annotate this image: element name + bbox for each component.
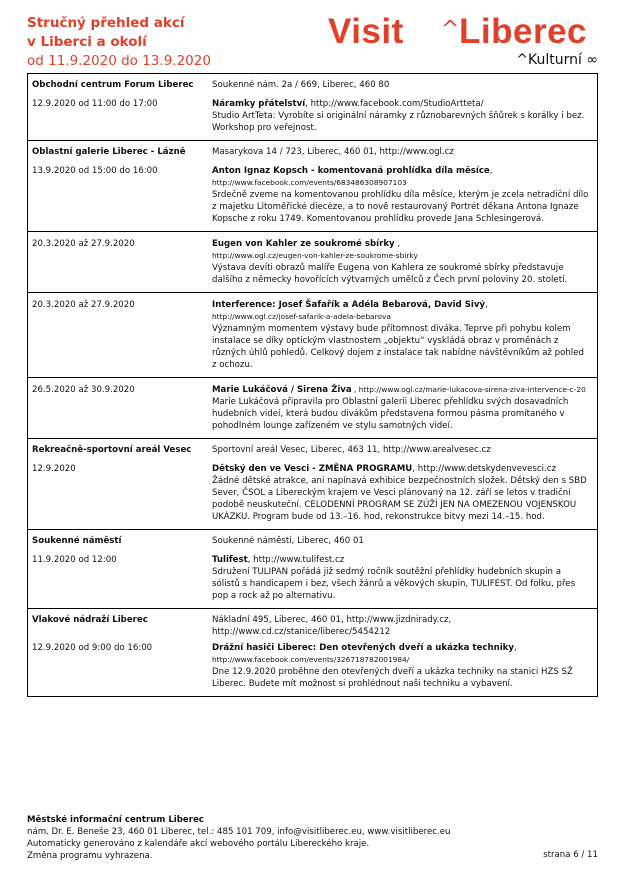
event-date: 20.3.2020 až 27.9.2020 — [32, 300, 135, 310]
event-url-separator: , — [513, 643, 517, 653]
logo-word-liberec: Liberec — [459, 12, 587, 51]
footer-note-generated: Automaticky generováno z kalendáře akcí webového portálu Libereckého kraje. — [27, 839, 370, 849]
venue-address: Sportovní areál Vesec, Liberec, 463 11, http://www.arealvesec.cz — [212, 445, 491, 455]
event-title[interactable]: Drážní hasiči Liberec: Den otevřených dveří a ukázka techniky — [212, 643, 514, 653]
date-range: od 11.9.2020 do 13.9.2020 — [27, 53, 211, 69]
page-number: strana 6 / 11 — [543, 850, 598, 860]
event-url-separator: , — [489, 166, 493, 176]
venue-name: Obchodní centrum Forum Liberec — [32, 80, 194, 90]
venue-section — [27, 232, 598, 293]
venue-header-row — [28, 74, 597, 98]
venue-name: Vlakové nádraží Liberec — [32, 615, 148, 625]
footer-address: nám. Dr. E. Beneše 23, 460 01 Liberec, tel.: 485 101 709, info@visitliberec.eu, www.visitliberec.eu — [27, 827, 451, 837]
venue-address: Masarykova 14 / 723, Liberec, 460 01, http://www.ogl.cz — [212, 147, 454, 157]
event-date: 26.5.2020 až 30.9.2020 — [32, 385, 135, 395]
logo-word-visit: Visit — [328, 12, 404, 51]
event-description: Marie Lukáčová připravila pro Oblastní galerii Liberec přehlídku svých dosavadních hudebních videí, která budou divákům představena formou pásma promítaného v pohodlném lounge zařízeném ve stylu samotných videí. — [212, 397, 569, 431]
venue-header-row — [28, 439, 597, 463]
visit-liberec-logo — [328, 12, 600, 70]
venue-section — [27, 141, 598, 232]
venue-section — [27, 530, 598, 609]
venue-header-row — [28, 141, 597, 165]
footer-org: Městské informační centrum Liberec — [27, 815, 204, 825]
venue-name: Soukenné náměstí — [32, 536, 122, 546]
event-row — [28, 463, 597, 529]
event-date: 12.9.2020 — [32, 464, 76, 474]
event-description: Srdečně zveme na komentovanou prohlídku díla měsíce, kterým je zcela netradiční dílo z majetku Litoměřické diecéze, a to nově restaurovaný Portrét děkana Antona Ignaze Kopsche z roku 1749. Komentovanou prohlídku provede Jana Schlesingerová. — [212, 190, 589, 224]
venue-name: Rekreačně-sportovní areál Vesec — [32, 445, 192, 455]
venue-section — [27, 293, 598, 378]
event-title[interactable]: Tulifest — [212, 555, 248, 565]
event-date: 12.9.2020 od 11:00 do 17:00 — [32, 99, 158, 109]
event-detail — [212, 642, 597, 690]
event-url[interactable]: http://www.facebook.com/events/683486308907103 — [212, 178, 407, 187]
event-title[interactable]: Anton Ignaz Kopsch - komentovaná prohlídka díla měsíce — [212, 166, 490, 176]
event-row — [28, 165, 597, 231]
event-row — [28, 378, 597, 438]
venue-header-row — [28, 530, 597, 554]
event-url[interactable]: http://www.ogl.cz/eugen-von-kahler-ze-soukrome-sbirky — [212, 251, 418, 260]
venue-section — [27, 609, 598, 697]
event-date: 11.9.2020 od 12:00 — [32, 555, 117, 565]
event-url-separator: , — [394, 239, 401, 249]
event-url[interactable]: http://www.facebook.com/events/326718782001984/ — [212, 655, 410, 664]
venue-section — [27, 378, 598, 439]
event-row — [28, 642, 597, 696]
event-url[interactable]: , http://www.facebook.com/StudioArtteta/ — [305, 99, 484, 109]
event-description: Významným momentem výstavy bude přítomnost diváka. Teprve při pohybu kolem instalace se díky optickým vlastnostem „objektu“ vyskládá obraz v proměnách z různých úhlů pohledů. Celkový dojem z instalace tak nabídne návštěvníkům až pohled z ochozu. — [212, 324, 584, 370]
venue-address: Soukenné náměstí, Liberec, 460 01 — [212, 536, 364, 546]
event-detail — [212, 98, 597, 134]
event-detail — [212, 384, 597, 432]
event-description: Žádné dětské atrakce, ani napínavá exhibice bezpečnostních složek. Dětský den s SBD Sever, ČSOL a Libereckým krajem ve Vesci plánovaný na 12. září se letos v tradiční podobě neuskuteční. CELODENNÍ PROGRAM SE ZÚŽÍ JEN NA OMEZENOU VOJENSKOU UKÁZKU. Program bude od 13.–16. hod, rekonstrukce bitvy mezi 14.–15. hod. — [212, 476, 587, 522]
event-date: 12.9.2020 od 9:00 do 16:00 — [32, 643, 153, 653]
event-description: Studio ArtTeta: Vyrobíte si originální náramky z různobarevných šňůrek s korálky i bez. Workshop pro veřejnost. — [212, 111, 585, 133]
event-description: Sdružení TULIPAN pořádá již sedmý ročník soutěžní přehlídky hudebních skupin a sólistů s handicapem i bez, všech žánrů a věkových skupin, TULIFEST. Od folku, přes pop a rock až po alternativu. — [212, 567, 576, 601]
event-url[interactable]: , http://www.ogl.cz/marie-lukacova-sirena-ziva-intervence-c-20 — [351, 385, 586, 394]
event-detail — [212, 165, 597, 225]
event-url[interactable]: , http://www.detskydenvevesci.cz — [412, 464, 556, 474]
event-row — [28, 98, 597, 140]
venue-header-row — [28, 609, 597, 642]
venue-section — [27, 439, 598, 530]
title-line-1: Stručný přehled akcí — [27, 15, 185, 31]
event-url[interactable]: http://www.ogl.cz/josef-safarik-a-adela-bebarova — [212, 312, 391, 321]
event-url-separator: , — [485, 300, 488, 310]
event-url[interactable]: , http://www.tulifest.cz — [247, 555, 345, 565]
event-title[interactable]: Interference: Josef Šafařík a Adéla Bebarová, David Sivý — [212, 300, 486, 310]
venue-name: Oblastní galerie Liberec - Lázně — [32, 147, 186, 157]
event-date: 20.3.2020 až 27.9.2020 — [32, 239, 135, 249]
title-line-2: v Liberci a okolí — [27, 34, 147, 50]
event-detail — [212, 463, 597, 523]
event-row — [28, 554, 597, 608]
logo-tagline: ^Kulturní ∞ — [516, 52, 598, 68]
event-title[interactable]: Eugen von Kahler ze soukromé sbírky — [212, 239, 395, 249]
event-row — [28, 232, 597, 292]
event-detail — [212, 238, 597, 286]
event-title[interactable]: Dětský den ve Vesci - ZMĚNA PROGRAMU — [212, 464, 413, 474]
document-title — [27, 14, 307, 71]
event-detail — [212, 554, 597, 602]
event-description: Dne 12.9.2020 proběhne den otevřených dveří a ukázka techniky na stanici HZS SŽ Liberec. Budete mít možnost si prohlédnout naši techniku a vybavení. — [212, 667, 573, 689]
event-detail — [212, 299, 597, 371]
event-title[interactable]: Náramky přátelství — [212, 99, 306, 109]
footer-note-changes: Změna programu vyhrazena. — [27, 851, 153, 861]
venue-section — [27, 74, 598, 141]
event-date: 13.9.2020 od 15:00 do 16:00 — [32, 166, 158, 176]
event-row — [28, 293, 597, 377]
page-footer — [27, 814, 598, 862]
event-title[interactable]: Marie Lukáčová / Sirena Živa — [212, 385, 352, 395]
event-description: Výstava devíti obrazů malíře Eugena von Kahlera ze soukromé sbírky představuje dalšího z německy hovořících výtvarných umělců z Čech první poloviny 20. století. — [212, 263, 568, 285]
venue-address: Nákladní 495, Liberec, 460 01, http://www.jizdnirady.cz, http://www.cd.cz/stanice/liberec/5454212 — [212, 615, 452, 637]
venue-address: Soukenné nám. 2a / 669, Liberec, 460 80 — [212, 80, 390, 90]
events-table — [27, 73, 598, 697]
logo-caret: ^ — [441, 17, 460, 42]
